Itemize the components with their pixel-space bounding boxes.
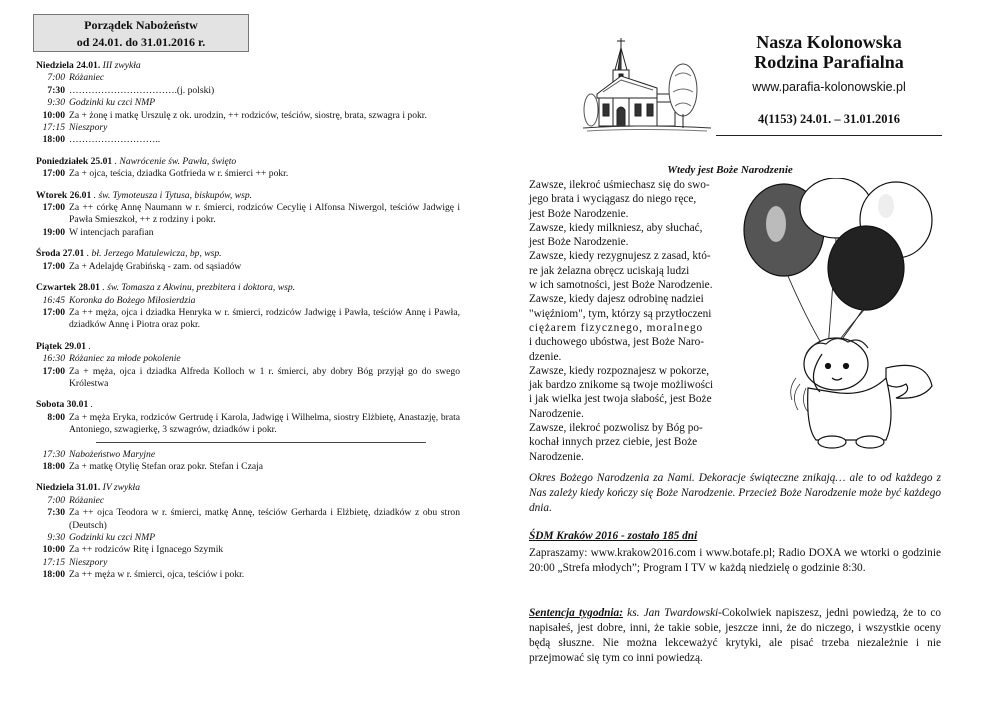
sentence-author: ks. Jan Twardowski	[622, 607, 719, 619]
poem-line: Narodzenie.	[529, 450, 584, 463]
poem-line: i duchowego ubóstwa, jest Boże Naro-	[529, 336, 705, 349]
schedule-row	[36, 97, 460, 109]
mass-intention: Za + męża Eryka, rodziców Gertrudę i Karola, Jadwigę i Wilhelma, siostry Elżbietę, Anastazję, brata Antoniego, szwagierkę, 3 szwagrów, dziadków i pokr.	[69, 411, 460, 436]
day-date: Środa 27.01	[36, 248, 85, 260]
schedule-row	[36, 569, 460, 581]
mass-intention: Nabożeństwo Maryjne	[69, 448, 156, 460]
poem-line: dzenie.	[529, 350, 562, 363]
poem-title: Wtedy jest Boże Narodzenie	[667, 164, 793, 176]
mass-time: 17:00	[42, 306, 65, 318]
schedule-row	[36, 168, 460, 180]
sdm-text: Zapraszamy: www.krakow2016.com i www.botafe.pl; Radio DOXA we wtorki o godzinie 20:00 „Strefa młodych”; Program I TV w każdą niedzielę o godzinie 8:30.	[529, 547, 941, 574]
mass-intention: Koronka do Bożego Miłosierdzia	[69, 294, 196, 306]
mass-time: 7:00	[47, 494, 65, 506]
mass-time: 17:15	[42, 556, 65, 568]
poem-line: jest Boże Narodzenie.	[529, 207, 629, 220]
schedule-row	[36, 110, 460, 122]
poem-line: kochał innych przez ciebie, jest Boże	[529, 436, 698, 449]
day-feast: . bł. Jerzego Matulewicza, bp, wsp.	[86, 248, 222, 260]
schedule-row	[36, 202, 460, 227]
poem-line: ciężarem fizycznego, moralnego	[529, 321, 704, 334]
mass-intention: Za + Adelajdę Grabińską - zam. od sąsiadów	[69, 260, 242, 272]
parish-url: www.parafia-kolonowskie.pl	[752, 80, 906, 94]
poem-text	[529, 178, 735, 464]
schedule-row	[36, 532, 460, 544]
issue-number: 4(1153) 24.01. – 31.01.2016	[757, 112, 900, 126]
sentence-of-week	[529, 606, 941, 666]
mass-time: 8:00	[47, 411, 65, 423]
angel-with-balloons-drawing	[736, 178, 942, 458]
schedule-divider	[96, 442, 426, 443]
schedule-day	[36, 156, 460, 181]
mass-time: 9:30	[47, 97, 65, 109]
sdm-heading: ŚDM Kraków 2016 - zostało 185 dni	[529, 530, 698, 542]
poem-line: Zawsze, kiedy rezygnujesz z zasad, któ-	[529, 250, 711, 263]
closing-paragraph: Okres Bożego Narodzenia za Nami. Dekoracje świąteczne znikają… ale to od każdego z Nas zależy kiedy kończy się Boże Narodzenie. Przecież Boże Narodzenie może być każdego dnia.	[529, 472, 941, 514]
mass-time: 17:00	[42, 168, 65, 180]
church-drawing	[583, 36, 713, 134]
day-heading	[36, 248, 460, 260]
poem-line: jak bardzo znikome są twoje możliwości	[529, 379, 714, 392]
day-date: Piątek 29.01	[36, 340, 87, 352]
mass-intention: Za + męża, ojca i dziadka Alfreda Kolloch w 1 r. śmierci, aby dobry Bóg przyjął go do swego Królestwa	[69, 365, 460, 389]
schedule-row	[36, 85, 460, 97]
schedule-row	[36, 557, 460, 569]
schedule-dates: od 24.01. do 31.01.2016 r.	[76, 35, 206, 49]
schedule-row	[36, 544, 460, 556]
mass-intention: Nieszpory	[69, 122, 108, 134]
day-date: Niedziela 31.01.	[36, 482, 101, 494]
day-feast: . Nawrócenie św. Pawła, święto	[114, 155, 237, 167]
day-date: Czwartek 28.01	[36, 282, 100, 294]
mass-intention: Za + ojca, teścia, dziadka Gotfrieda w r. śmierci ++ pokr.	[69, 168, 289, 180]
poem-line: Zawsze, ilekroć pozwolisz by Bóg po-	[529, 422, 703, 435]
day-heading	[36, 341, 460, 353]
mass-intention: Różaniec za młode pokolenie	[69, 353, 181, 365]
poem-line: jego brata i wyciągasz do niego ręce,	[529, 193, 697, 206]
mass-intention: Za ++ męża, ojca i dziadka Henryka w r. śmierci, rodziców Jadwigę i Pawła, teściów Annę i Pawła, dziadków Annę i Piotra oraz pokr.	[69, 306, 460, 331]
title-line-1: Nasza Kolonowska	[756, 32, 902, 52]
poem-line: Narodzenie.	[529, 407, 584, 420]
day-date: Niedziela 24.01.	[36, 60, 101, 71]
title-line-2: Rodzina Parafialna	[754, 52, 904, 72]
day-feast: . św. Tymoteusza i Tytusa, biskupów, wsp.	[93, 189, 253, 201]
mass-intention: Za ++ męża w r. śmierci, ojca, teściów i pokr.	[69, 569, 245, 581]
day-heading	[36, 60, 460, 72]
mass-time: 7:30	[47, 507, 65, 519]
day-heading	[36, 282, 460, 294]
mass-time: 7:00	[47, 72, 65, 84]
mass-intention: Za + żonę i matkę Urszulę z ok. urodzin, ++ rodziców, teściów, siostrę, brata, szwagra i pokr.	[69, 109, 427, 121]
poem-line: Zawsze, ilekroć uśmiechasz się do swo-	[529, 179, 710, 191]
mass-time: 10:00	[42, 109, 65, 121]
schedule-row	[36, 495, 460, 507]
mass-intention: Za ++ ojca Teodora w r. śmierci, matkę Annę, teściów Gerharda i Elżbietę, dziadków z obu stron (Deutsch)	[69, 507, 460, 531]
sentence-label: Sentencja tygodnia:	[529, 607, 623, 619]
mass-time: 7:30	[47, 84, 65, 96]
schedule-header-box	[33, 14, 249, 52]
schedule-row	[36, 461, 460, 473]
mass-time: 18:00	[42, 569, 65, 581]
schedule-row	[36, 261, 460, 273]
poem-line: "więźniom", tym, którzy są przytłoczeni	[529, 307, 712, 320]
mass-time: 9:30	[47, 532, 65, 543]
day-heading	[36, 482, 460, 494]
day-feast: .	[90, 399, 94, 411]
masthead-divider	[716, 135, 942, 136]
day-date: Wtorek 26.01	[36, 189, 92, 201]
poem-line: i jak wielka jest twoja słabość, jest Boże	[529, 393, 712, 406]
schedule-row	[36, 307, 460, 332]
schedule-row	[36, 507, 460, 532]
mass-intention: Nieszpory	[69, 556, 108, 568]
day-heading	[36, 399, 460, 411]
mass-time: 18:00	[42, 134, 65, 146]
day-date: Sobota 30.01	[36, 399, 89, 411]
mass-time: 17:15	[42, 122, 65, 134]
schedule-day	[36, 341, 460, 391]
schedule-row	[36, 353, 460, 365]
schedule-row	[36, 227, 460, 239]
mass-time: 16:30	[42, 353, 65, 365]
mass-time: 19:00	[42, 226, 65, 238]
mass-intention: Za ++ córkę Annę Naumann w r. śmierci, rodziców Cecylię i Alfonsa Niwergol, teściów Jadwigę i Pawła Smieszkoł, ++ z rodziny i pokr.	[69, 202, 460, 226]
mass-time: 17:00	[42, 260, 65, 272]
mass-intention: Różaniec	[69, 494, 105, 506]
mass-time: 17:00	[42, 202, 65, 214]
schedule-row	[36, 366, 460, 391]
mass-intention: ………………………..	[69, 134, 161, 146]
mass-time: 17:30	[42, 448, 65, 460]
poem-line: re jak żelazna obręcz uciskają ludzi	[529, 264, 690, 277]
day-feast: .	[88, 340, 91, 352]
mass-intention: …………………………….(j. polski)	[69, 84, 215, 96]
schedule-day	[36, 248, 460, 273]
schedule-title: Porządek Nabożeństw	[84, 18, 198, 32]
mass-time: 18:00	[42, 460, 65, 472]
mass-time: 17:00	[42, 365, 65, 377]
mass-intention: W intencjach parafian	[69, 226, 154, 238]
schedule-day	[36, 190, 460, 240]
day-heading	[36, 190, 460, 202]
schedule-row	[36, 122, 460, 134]
mass-intention: Różaniec	[69, 72, 105, 84]
poem-line: Zawsze, kiedy rozpoznajesz w pokorze,	[529, 364, 710, 377]
schedule-day	[36, 482, 460, 581]
day-feast: IV zwykła	[102, 482, 141, 494]
schedule-row	[36, 412, 460, 437]
mass-intention: Za + matkę Otylię Stefan oraz pokr. Stefan i Czaja	[69, 460, 264, 472]
mass-intention: Godzinki ku czci NMP	[69, 97, 156, 109]
mass-intention: Za ++ rodziców Ritę i Ignacego Szymik	[69, 544, 224, 556]
schedule-day	[36, 399, 460, 473]
schedule-row	[36, 295, 460, 307]
mass-intention: Godzinki ku czci NMP	[69, 532, 156, 543]
mass-time: 16:45	[42, 294, 65, 306]
schedule-day	[36, 60, 460, 147]
poem-line: Zawsze, kiedy dajesz odrobinę nadziei	[529, 293, 704, 306]
day-heading	[36, 156, 460, 168]
mass-time: 10:00	[42, 544, 65, 556]
poem-line: w ich samotności, jest Boże Narodzenie.	[529, 279, 713, 292]
newsletter-title	[716, 32, 942, 72]
poem-line: Zawsze, kiedy milkniesz, aby słuchać,	[529, 221, 703, 234]
day-feast: . św. Tomasza z Akwinu, prezbitera i doktora, wsp.	[102, 282, 296, 294]
poem-line: jest Boże Narodzenie.	[529, 236, 629, 249]
day-date: Poniedziałek 25.01	[36, 155, 113, 167]
day-feast: III zwykła	[102, 60, 141, 71]
schedule-day	[36, 282, 460, 332]
sentence-text: -Cokolwiek napiszesz, jedni powiedzą, że to co napisałeś, jest dobre, inni, że takie sobie, jeszcze inni, że do niczego, i wszystkie oceny będą słuszne. Nie można lekceważyć krytyki, ale pisać trzeba niezależnie i nie przejmować się tym co inni powiedzą.	[529, 607, 941, 664]
schedule-row	[36, 72, 460, 84]
schedule-row	[36, 134, 460, 146]
schedule-row	[36, 449, 460, 461]
mass-schedule	[36, 60, 460, 582]
